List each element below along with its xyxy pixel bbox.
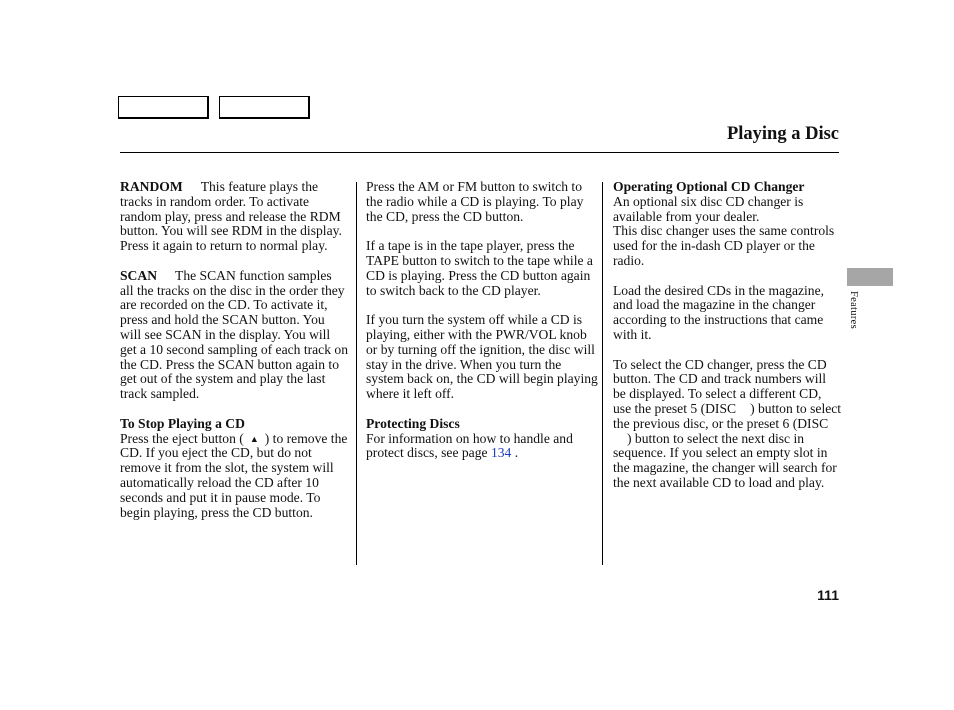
nav-prev-button[interactable] [118, 96, 209, 119]
protect-end: . [514, 445, 519, 461]
stop-heading-line [120, 417, 348, 432]
load-paragraph: Load the desired CDs in the magazine, and load the magazine in the changer according to the instructions that came with it. [613, 282, 825, 342]
section-label: Features [848, 291, 859, 329]
changer-paragraph: This disc changer uses the same controls used for the in-dash CD player or the radio. [613, 223, 835, 268]
radio-paragraph: Press the AM or FM button to switch to the radio while a CD is playing. To play the CD, press the CD button. [366, 179, 584, 224]
changer-paragraph: An optional six disc CD changer is available from your dealer. [613, 193, 804, 224]
column-1 [120, 180, 348, 535]
stop-paragraph [120, 432, 348, 521]
protect-heading-line [366, 417, 598, 432]
header-rule [120, 152, 839, 153]
scan-paragraph [120, 269, 348, 402]
random-text: This feature plays the tracks in random order. To activate random play, press and release the RDM button. You will see RDM in the display. Press it again to return to normal play. [120, 179, 342, 254]
select-paragraph [613, 358, 842, 491]
column-3 [613, 180, 842, 506]
page-number: 111 [817, 587, 839, 603]
random-heading: RANDOM [120, 179, 183, 194]
protect-paragraph [366, 432, 598, 462]
protect-text: For information on how to handle and protect discs, see page [366, 430, 573, 461]
page-link[interactable]: 134 [490, 445, 512, 461]
tape-paragraph: If a tape is in the tape player, press the TAPE button to switch to the tape while a CD is playing. Press the CD button again to switch back to the CD player. [366, 238, 593, 298]
stop-text: Press the eject button ( [120, 430, 244, 446]
nav-next-button[interactable] [219, 96, 310, 119]
stop-text: ) to remove the CD. If you eject the CD, but do not remove it from the slot, the system will automatically reload the CD after 10 seconds and put it in pause mode. To begin playing, press the CD button. [120, 430, 348, 520]
stop-heading: To Stop Playing a CD [120, 415, 245, 431]
select-text: ) button to select the previous disc, or the preset 6 (DISC [613, 400, 842, 431]
column-divider [602, 182, 603, 565]
column-2 [366, 180, 598, 476]
select-text: To select the CD changer, press the CD button. The CD and track numbers will be displayed. To select a different CD, use the preset 5 (DISC [613, 356, 827, 416]
scan-heading: SCAN [120, 267, 158, 283]
page-title: Playing a Disc [726, 124, 839, 144]
changer-heading-line [613, 180, 842, 195]
scan-text: The SCAN function samples all the tracks on the disc in the order they are recorded on the CD. To activate it, press and hold the SCAN button. You will see SCAN in the display. You will get a 10 second sampling of each track on the CD. Press the SCAN button again to get out of the system and play the last track sampled. [120, 267, 348, 402]
column-divider [356, 182, 357, 565]
protect-heading: Protecting Discs [366, 415, 460, 431]
changer-heading: Operating Optional CD Changer [613, 179, 805, 194]
system-off-paragraph: If you turn the system off while a CD is playing, either with the PWR/VOL knob or by turning off the ignition, the disc will stay in the drive. When you turn the system back on, the CD will begin playing where it left off. [366, 312, 598, 402]
random-paragraph [120, 180, 348, 254]
select-text: ) button to select the next disc in sequence. If you select an empty slot in the magazine, the changer will search for the next available CD to load and play. [613, 430, 837, 490]
eject-icon: ▲ [249, 433, 259, 444]
section-tab [847, 268, 893, 286]
